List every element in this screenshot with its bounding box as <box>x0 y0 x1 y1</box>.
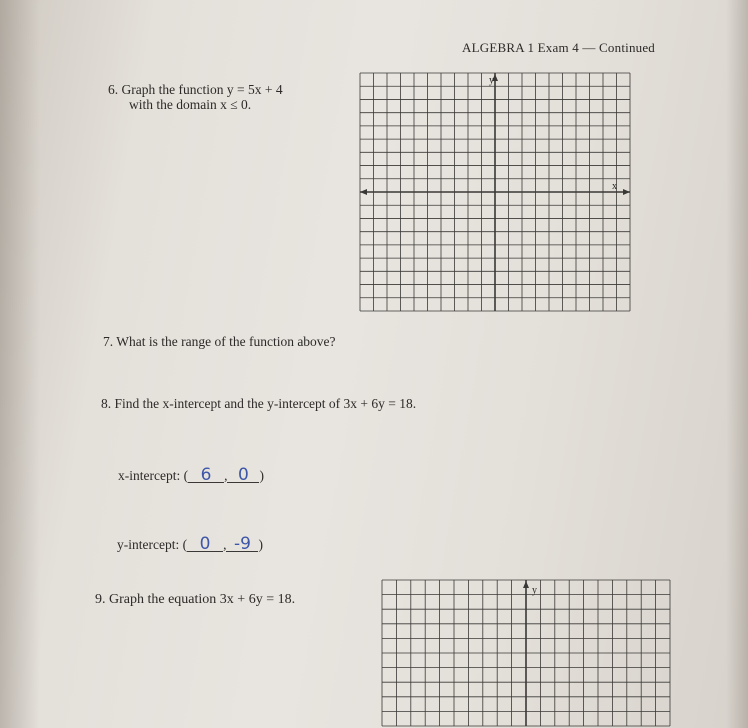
grid-1-x-axis-label: x <box>612 181 617 192</box>
x-intercept-x-value[interactable]: 6 <box>188 468 224 483</box>
x-intercept-label: x-intercept: ( <box>118 468 189 483</box>
x-intercept-y-value[interactable]: 0 <box>227 468 259 483</box>
question-6-line-1: 6. Graph the function y = 5x + 4 <box>108 82 283 97</box>
question-6-line-2: with the domain x ≤ 0. <box>129 97 252 112</box>
x-intercept-close: ) <box>259 468 264 483</box>
x-intercept-answer <box>118 465 264 485</box>
page-shadow <box>0 0 40 728</box>
x-intercept-separator: , <box>224 468 228 483</box>
question-7: 7. What is the range of the function above? <box>103 334 336 349</box>
y-intercept-y-value[interactable]: -9 <box>226 537 258 552</box>
grid-1-y-axis-label: y <box>489 75 494 86</box>
y-intercept-answer <box>117 534 263 554</box>
question-8: 8. Find the x-intercept and the y-intercept of 3x + 6y = 18. <box>101 396 417 411</box>
grid-2-y-axis-arrow-icon <box>523 581 529 588</box>
grid-1-x-axis-arrow-icon <box>623 189 630 195</box>
y-intercept-x-value[interactable]: 0 <box>187 537 223 552</box>
question-9: 9. Graph the equation 3x + 6y = 18. <box>95 592 296 607</box>
y-intercept-close: ) <box>258 537 263 552</box>
coordinate-grid-1 <box>360 73 632 313</box>
y-intercept-label: y-intercept: ( <box>117 537 188 552</box>
page-edge-shadow <box>726 0 748 728</box>
grid-2-y-axis-label: y <box>532 585 537 596</box>
grid-1-x-axis-arrow-left-icon <box>360 189 367 195</box>
y-intercept-separator: , <box>223 537 227 552</box>
coordinate-grid-2 <box>382 580 672 728</box>
exam-header: ALGEBRA 1 Exam 4 — Continued <box>462 40 656 55</box>
